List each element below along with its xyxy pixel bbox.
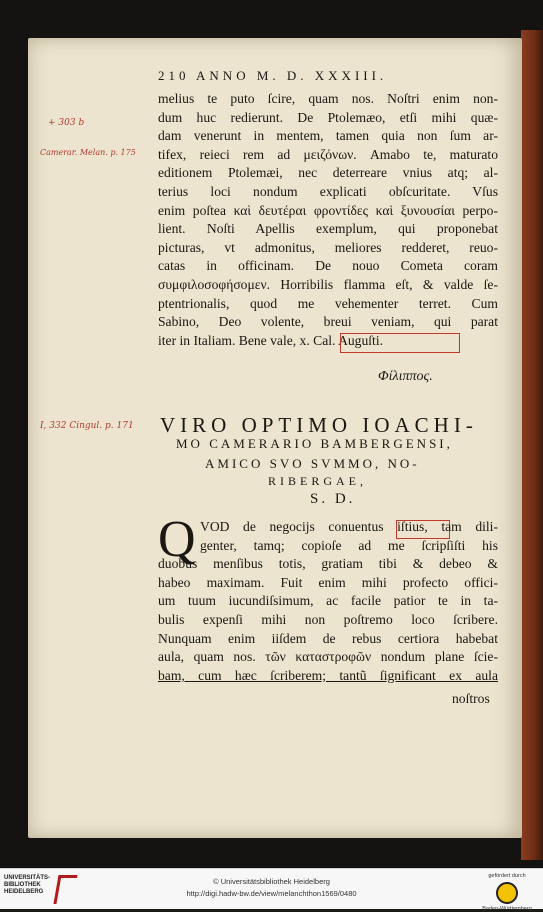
letter-line: VOD de negocijs conuentus iſtius, tam dili- (200, 519, 498, 534)
body-line: editionem Ptolemæi, nec deterreare vnius atq; al- (158, 165, 498, 181)
body-line: ptentrionalis, quod me vehementer terret. Cum (158, 295, 498, 311)
body-line: catas in officinam. De nouo Cometa coram (158, 258, 498, 274)
letter-line: Nunquam enim iiſdem de rebus certiora habebat (158, 630, 498, 646)
library-logo-text: UNIVERSITÄTS-BIBLIOTHEK HEIDELBERG (4, 875, 51, 895)
salutation: S. D. (310, 491, 356, 507)
body-line: tifex, reieci rem ad μειζόνων. Amabo te, maturato (158, 146, 498, 162)
margin-note-2: Camerar. Melan. p. 175 (40, 148, 136, 157)
address-line-4: RIBERGAE, (268, 474, 367, 488)
permalink[interactable]: http://digi.hadw-bw.de/view/melanchthon1569/0480 (186, 889, 357, 898)
letter-line: bulis expenſi mihi non poſtremo loco ſcribere. (158, 611, 498, 627)
running-head: 210 ANNO M. D. XXXIII. (158, 68, 388, 83)
margin-note-1: + 303 b (48, 118, 85, 128)
funded-by-label: gefördert durch (488, 873, 526, 879)
letter-line: bam, cum hæc ſcriberem; tantũ ſignificant ex aula (158, 667, 498, 683)
signature: Φίλιππος. (378, 369, 433, 384)
letter-line: habeo maximam. Fuit enim mihi profecto offici- (158, 574, 498, 590)
body-line: picturas, vt admonitus, meliores redderet, reuo- (158, 239, 498, 255)
funder-name: Baden-Württemberg (482, 906, 532, 912)
margin-note-3: I, 332 Cingul. p. 171 (40, 421, 134, 431)
baden-wuerttemberg-logo-icon (496, 882, 518, 904)
copyright-line: © Universitätsbibliothek Heidelberg (213, 877, 330, 886)
address-line-2: MO CAMERARIO BAMBERGENSI, (176, 436, 453, 451)
address-line-1: VIRO OPTIMO IOACHI- (160, 413, 478, 437)
body-line: lient. Noſti Apellis exemplum, qui proponebat (158, 221, 498, 237)
body-line: dum huc redierunt. De Ptolemæo, etſi mihi quæ- (158, 109, 498, 125)
body-line: melius te puto ſcire, quam nos. Noſtri enim non- (158, 91, 498, 106)
address-line-3: AMICO SVO SVMMO, NO- (205, 456, 420, 471)
viewer-footer (0, 868, 543, 912)
body-text (158, 90, 498, 350)
body-line: terius loci nondum explicati obſcuritate. Vſus (158, 183, 498, 199)
funding-note (477, 873, 537, 912)
letter-line: duobus menſibus totis, gratiam tibi & debeo & (158, 556, 498, 572)
body-line: enim poſtea καὶ δευτέραι φροντίδες καὶ ξυνουσίαι perpo- (158, 202, 498, 218)
letter-line: um tuum iucundiſsimum, ac facile patior te in ta- (158, 593, 498, 609)
letter-line: genter, tamq; copioſe ad me ſcripſiſti his (200, 537, 498, 553)
book-edge (521, 30, 543, 860)
red-annotation-box (340, 333, 460, 353)
body-line: dam venerunt in mentem, tamen quia non ſum ar- (158, 128, 498, 144)
letter-line: aula, quam nos. τῶν καταστροφῶν nondum plane ſcie- (158, 649, 498, 665)
letter-text (158, 511, 498, 685)
body-line: iter in Italiam. Bene vale, x. Cal. Auguſti. (158, 332, 384, 348)
drop-capital: Q (158, 511, 196, 568)
body-line: Sabino, Deo volente, breui veniam, qui parat (158, 314, 498, 330)
catchword: noſtros (452, 691, 490, 706)
body-line: συμφιλοσοφήσομεν. Horribilis flamma eſt, & valde ſe- (158, 276, 498, 292)
